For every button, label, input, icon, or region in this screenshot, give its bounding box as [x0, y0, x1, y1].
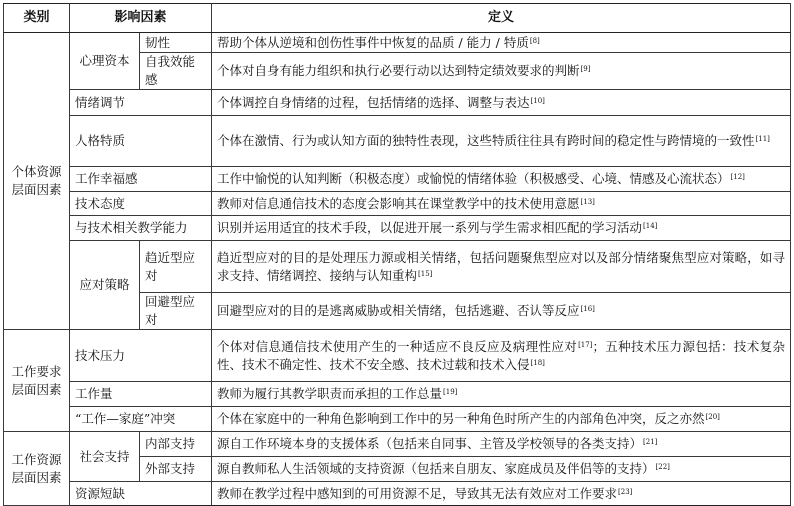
definition-cell: 个体对信息通信技术使用产生的一种适应不良反应及病理性应对[17]；五种技术压力源包括：技术复杂性、技术不确定性、技术不安全感、技术过载和技术入侵[18] [212, 330, 791, 382]
subfactor-resilience: 韧性 [140, 33, 212, 53]
header-row [4, 4, 791, 33]
definition-cell: 源自工作环境本身的支援体系（包括来自同事、主管及学校领导的各类支持）[21] [212, 432, 791, 457]
factor-coping: 应对策略 [70, 241, 140, 330]
definition-cell: 教师为履行其教学职责而承担的工作总量[19] [212, 382, 791, 407]
factor-technostress: 技术压力 [70, 330, 212, 382]
factor-work-family-conflict: “工作—家庭”冲突 [70, 407, 212, 432]
definition-cell: 教师在教学过程中感知到的可用资源不足，导致其无法有效应对工作要求[23] [212, 482, 791, 506]
subfactor-external: 外部支持 [140, 457, 212, 482]
factor-tech-attitude: 技术态度 [70, 192, 212, 216]
factor-workload: 工作量 [70, 382, 212, 407]
table-row [4, 192, 791, 216]
category-job-resource: 工作资源层面因素 [4, 432, 70, 506]
definition-cell: 源自教师私人生活领域的支持资源（包括来自朋友、家庭成员及伴侣等的支持）[22] [212, 457, 791, 482]
definition-cell: 识别并运用适宜的技术手段，以促进开展一系列与学生需求相匹配的学习活动[14] [212, 216, 791, 241]
definition-cell: 个体对自身有能力组织和执行必要行动以达到特定绩效要求的判断[9] [212, 53, 791, 90]
table-row [4, 382, 791, 407]
factor-wellbeing: 工作幸福感 [70, 167, 212, 192]
definition-cell: 趋近型应对的目的是处理压力源或相关情绪，包括问题聚焦型应对以及部分情绪聚焦型应对策略，如寻求支持、情绪调控、接纳与认知重构[15] [212, 241, 791, 293]
definition-cell: 帮助个体从逆境和创伤性事件中恢复的品质 / 能力 / 特质[8] [212, 33, 791, 53]
definition-cell: 回避型应对的目的是逃离威胁或相关情绪，包括逃避、否认等反应[16] [212, 293, 791, 330]
subfactor-approach: 趋近型应对 [140, 241, 212, 293]
table-row [4, 33, 791, 53]
factors-table [3, 3, 791, 506]
category-job-demand: 工作要求层面因素 [4, 330, 70, 432]
factor-social-support: 社会支持 [70, 432, 140, 482]
header-definition: 定义 [212, 4, 791, 33]
factor-emotion-regulation: 情绪调节 [70, 90, 212, 116]
subfactor-internal: 内部支持 [140, 432, 212, 457]
factor-personality: 人格特质 [70, 116, 212, 167]
definition-cell: 个体在家庭中的一种角色影响到工作中的另一种角色时所产生的内部角色冲突，反之亦然[20] [212, 407, 791, 432]
definition-cell: 工作中愉悦的认知判断（积极态度）或愉悦的情绪体验（积极感受、心境、情感及心流状态）[12] [212, 167, 791, 192]
table-row [4, 432, 791, 457]
table-row [4, 90, 791, 116]
subfactor-avoid: 回避型应对 [140, 293, 212, 330]
table-row [4, 116, 791, 167]
factor-shortage: 资源短缺 [70, 482, 212, 506]
table-row [4, 216, 791, 241]
table-row [4, 330, 791, 382]
category-individual: 个体资源层面因素 [4, 33, 70, 330]
definition-cell: 个体调控自身情绪的过程，包括情绪的选择、调整与表达[10] [212, 90, 791, 116]
table-row [4, 167, 791, 192]
definition-cell: 教师对信息通信技术的态度会影响其在课堂教学中的技术使用意愿[13] [212, 192, 791, 216]
table-row [4, 407, 791, 432]
definition-cell: 个体在激情、行为或认知方面的独特性表现，这些特质往往具有跨时间的稳定性与跨情境的一致性[11] [212, 116, 791, 167]
table-row [4, 241, 791, 293]
header-category: 类别 [4, 4, 70, 33]
header-factor: 影响因素 [70, 4, 212, 33]
factor-tpack: 与技术相关教学能力 [70, 216, 212, 241]
subfactor-self-efficacy: 自我效能感 [140, 53, 212, 90]
factor-psych-capital: 心理资本 [70, 33, 140, 90]
